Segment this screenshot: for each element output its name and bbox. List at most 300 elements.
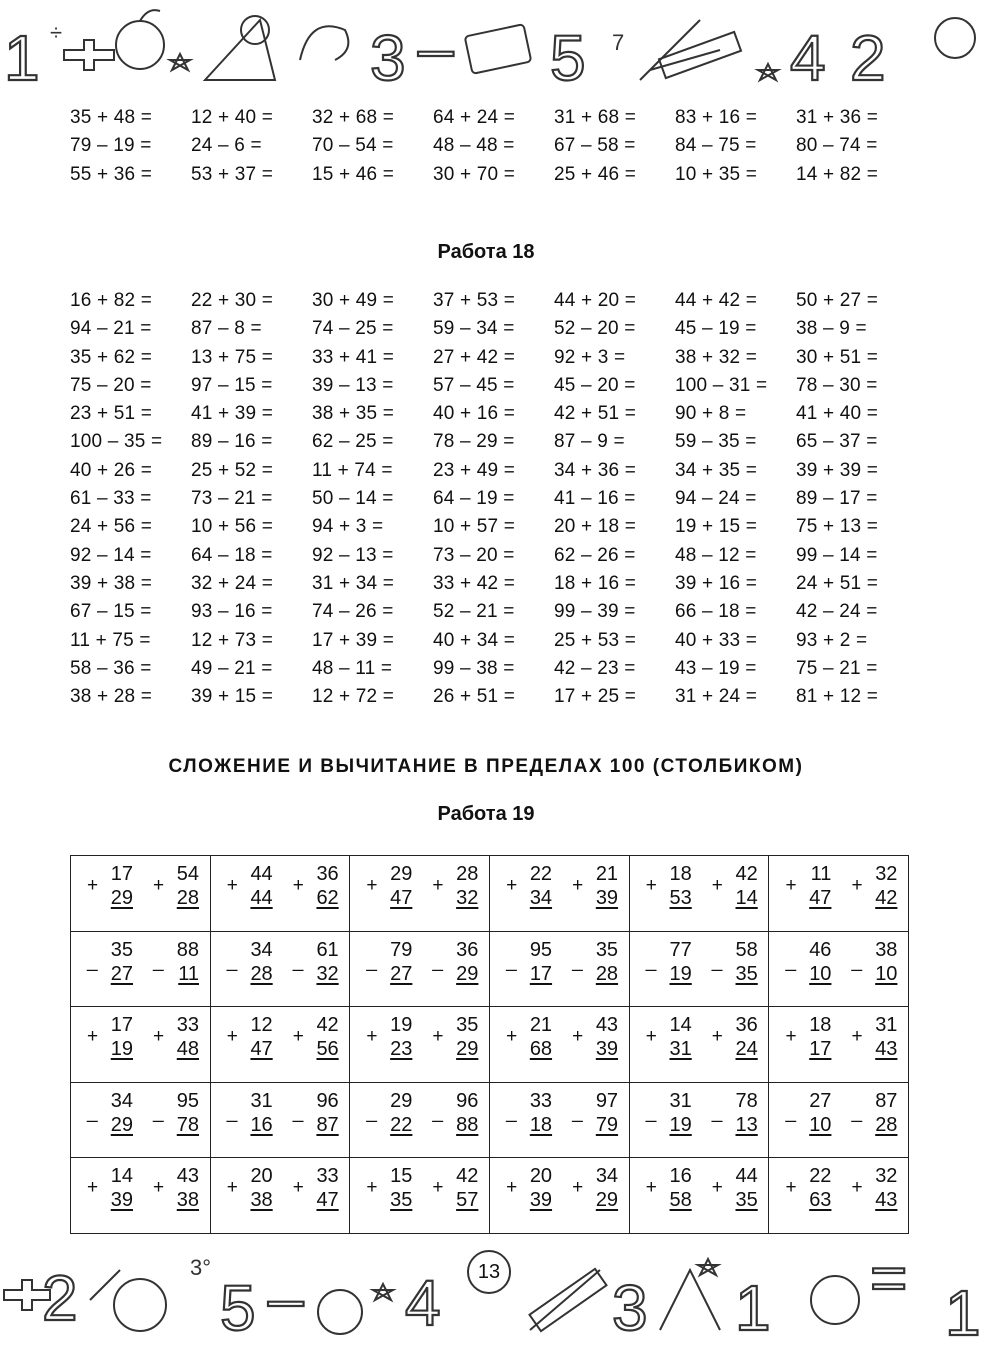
doodle-digit-4-icon-bottom: 4: [405, 1267, 441, 1339]
second-operand: 29: [110, 1113, 133, 1136]
first-operand: 95: [176, 1089, 199, 1112]
operation-sign: +: [432, 1177, 444, 1198]
second-operand: 42: [875, 887, 898, 909]
second-operand: 28: [250, 962, 273, 985]
column-cell: [769, 1082, 909, 1158]
exercise-item: 62 – 26 =: [554, 544, 636, 566]
operation-sign: +: [851, 1026, 863, 1047]
column-cell: [350, 1007, 490, 1083]
exercise-item: 11 + 75 =: [70, 629, 151, 651]
doodle-triangle-ruler-icon: [205, 20, 275, 80]
second-operand: 17: [529, 962, 553, 985]
column-exercise: [137, 939, 203, 993]
operation-sign: +: [785, 875, 797, 896]
exercise-item: 94 – 21 =: [70, 318, 152, 340]
first-operand: 42: [735, 863, 758, 885]
column-row: [71, 856, 909, 932]
second-operand: 53: [669, 887, 692, 909]
first-operand: 79: [390, 938, 413, 961]
second-operand: 62: [316, 887, 339, 909]
operation-sign: +: [226, 1177, 238, 1198]
exercise-item: 10 + 56 =: [191, 516, 274, 538]
first-operand: 33: [176, 1014, 199, 1036]
exercise-item: 92 – 13 =: [312, 544, 394, 566]
operation-sign: _: [645, 1101, 657, 1123]
second-operand: 14: [735, 887, 758, 909]
column-exercise: [490, 939, 556, 993]
exercise-item: 94 – 24 =: [675, 488, 757, 510]
column-exercise: [769, 939, 835, 993]
exercise-item: 39 + 15 =: [191, 686, 274, 708]
second-operand: 39: [529, 1189, 553, 1211]
exercise-item: 24 – 6 =: [191, 135, 262, 157]
column-cell: [769, 856, 909, 932]
first-operand: 21: [529, 1014, 553, 1036]
operation-sign: +: [785, 1177, 797, 1198]
first-operand: 77: [669, 938, 692, 961]
operation-sign: _: [153, 950, 164, 972]
column-exercise: [137, 1090, 203, 1144]
column-exercise: [277, 1090, 343, 1144]
exercise-item: 18 + 16 =: [554, 572, 637, 594]
column-exercise: [211, 1014, 277, 1068]
operation-sign: _: [711, 950, 723, 972]
exercise-item: 64 – 19 =: [433, 488, 515, 510]
first-operand: 35: [595, 938, 619, 961]
operation-sign: _: [506, 1101, 517, 1123]
second-operand: 58: [669, 1189, 692, 1211]
first-operand: 44: [735, 1165, 758, 1187]
exercise-item: 59 – 35 =: [675, 431, 757, 453]
exercise-item: 64 – 18 =: [191, 544, 273, 566]
column-cell: [490, 1082, 630, 1158]
exercise-item: 100 – 35 =: [70, 431, 163, 453]
exercise-item: 25 + 46 =: [554, 163, 637, 185]
operation-sign: +: [645, 1026, 657, 1047]
operation-sign: +: [226, 1026, 238, 1047]
exercise-item: 65 – 37 =: [796, 431, 878, 453]
operation-sign: _: [366, 950, 377, 972]
column-cell: [210, 1082, 350, 1158]
exercise-item: 50 + 27 =: [796, 290, 879, 311]
exercise-item: 17 + 39 =: [312, 629, 395, 651]
column-exercise: [277, 1014, 343, 1068]
exercise-item: 35 + 62 =: [70, 346, 153, 368]
second-operand: 19: [110, 1038, 133, 1060]
column-cell: [490, 1158, 630, 1234]
second-operand: 43: [875, 1189, 898, 1211]
column-exercise: [416, 1165, 482, 1219]
operation-sign: +: [506, 1177, 518, 1198]
exercise-item: 58 – 36 =: [70, 657, 152, 679]
doodle-apple-stem-icon: [140, 10, 160, 21]
column-cell: [71, 931, 211, 1007]
doodle-digit-2-icon: 2: [850, 22, 886, 94]
exercise-item: 83 + 16 =: [675, 107, 758, 128]
doodle-digit-1-icon-bottom: 1: [735, 1272, 771, 1344]
first-operand: 14: [669, 1014, 692, 1036]
exercise-item: 99 – 39 =: [554, 601, 636, 623]
section-title: СЛОЖЕНИЕ И ВЫЧИТАНИЕ В ПРЕДЕЛАХ 100 (СТОЛБИКОМ): [168, 756, 804, 777]
exercise-item: 44 + 42 =: [675, 290, 758, 311]
second-operand: 88: [456, 1113, 479, 1136]
second-operand: 28: [176, 887, 199, 909]
doodle-digit-1-icon-bottom-2: 1: [945, 1277, 981, 1349]
exercise-item: 38 + 28 =: [70, 686, 153, 708]
exercise-item: 39 + 39 =: [796, 459, 879, 481]
column-exercise: [556, 1014, 622, 1068]
first-operand: 33: [316, 1165, 339, 1187]
column-exercise: [350, 863, 416, 917]
second-operand: 22: [390, 1113, 413, 1136]
exercise-item: 75 – 21 =: [796, 657, 878, 679]
exercise-item: 94 + 3 =: [312, 516, 384, 538]
exercise-item: 66 – 18 =: [675, 601, 757, 623]
exercise-item: 19 + 15 =: [675, 516, 758, 538]
second-operand: 10: [809, 962, 832, 985]
operation-sign: +: [292, 1177, 304, 1198]
second-operand: 24: [735, 1038, 758, 1060]
exercise-item: 38 + 35 =: [312, 403, 395, 425]
exercise-item: 41 + 39 =: [191, 403, 274, 425]
first-operand: 34: [110, 1089, 133, 1112]
column-cell: [350, 1158, 490, 1234]
operation-sign: +: [572, 875, 584, 896]
second-operand: 10: [875, 962, 898, 985]
column-cell: [350, 931, 490, 1007]
second-operand: 29: [110, 887, 133, 909]
exercise-item: 40 + 16 =: [433, 403, 516, 425]
exercise-item: 31 + 34 =: [312, 572, 395, 594]
exercise-item: 40 + 26 =: [70, 459, 153, 481]
exercise-item: 53 + 37 =: [191, 163, 274, 185]
operation-sign: +: [153, 1177, 165, 1198]
column-exercise: [490, 1014, 556, 1068]
doodle-apple-icon: [116, 21, 164, 69]
first-operand: 19: [390, 1014, 413, 1036]
operation-sign: _: [87, 1101, 98, 1123]
first-operand: 35: [110, 938, 133, 961]
exercise-item: 33 + 42 =: [433, 572, 516, 594]
operation-sign: _: [292, 950, 304, 972]
column-exercise: [696, 939, 762, 993]
first-operand: 21: [595, 863, 619, 885]
work-19-title: Работа 19: [437, 803, 535, 825]
column-cell: [210, 1007, 350, 1083]
exercise-item: 30 + 70 =: [433, 163, 516, 185]
column-exercise: [556, 939, 622, 993]
doodle-star-icon-bottom: [373, 1284, 393, 1300]
exercise-item: 15 + 46 =: [312, 163, 395, 185]
exercise-item: 43 – 19 =: [675, 657, 757, 679]
first-operand: 36: [316, 863, 339, 885]
exercise-item: 57 – 45 =: [433, 374, 515, 396]
second-operand: 13: [735, 1113, 758, 1136]
doodle-star-icon-2: [758, 64, 778, 80]
operation-sign: +: [711, 1177, 723, 1198]
operation-sign: +: [153, 875, 165, 896]
operation-sign: +: [153, 1026, 165, 1047]
first-operand: 22: [809, 1165, 832, 1187]
doodle-digit-7-icon: 7: [612, 30, 625, 55]
operation-sign: _: [785, 950, 797, 972]
column-cell: [629, 1158, 769, 1234]
page-number: 13: [467, 1250, 511, 1294]
column-exercise: [696, 1014, 762, 1068]
column-exercise: [630, 1165, 696, 1219]
second-operand: 10: [809, 1113, 832, 1136]
operation-sign: +: [785, 1026, 797, 1047]
exercise-item: 20 + 18 =: [554, 516, 637, 538]
column-cell: [71, 1082, 211, 1158]
exercise-item: 67 – 15 =: [70, 601, 152, 623]
first-operand: 95: [529, 938, 553, 961]
column-cell: [769, 1007, 909, 1083]
column-cell: [71, 856, 211, 932]
exercise-item: 92 – 14 =: [70, 544, 152, 566]
column-exercise: [71, 1090, 137, 1144]
exercise-item: 10 + 57 =: [433, 516, 516, 538]
second-operand: 32: [456, 887, 479, 909]
exercise-item: 30 + 49 =: [312, 290, 395, 311]
exercise-item: 26 + 51 =: [433, 686, 516, 708]
exercise-item: 61 – 33 =: [70, 488, 152, 510]
exercise-item: 40 + 33 =: [675, 629, 758, 651]
exercise-item: 32 + 68 =: [312, 107, 395, 128]
exercise-item: 42 + 51 =: [554, 403, 637, 425]
column-exercise: [211, 1090, 277, 1144]
first-operand: 78: [735, 1089, 758, 1112]
column-exercise: [416, 863, 482, 917]
doodle-digit-2-icon-bottom: 2: [42, 1262, 78, 1334]
column-cell: [769, 1158, 909, 1234]
exercise-item: 81 + 12 =: [796, 686, 879, 708]
column-exercise: [71, 939, 137, 993]
operation-sign: _: [851, 950, 863, 972]
second-operand: 31: [669, 1038, 692, 1060]
exercise-item: 99 – 14 =: [796, 544, 878, 566]
column-row: [71, 1007, 909, 1083]
column-exercise: [769, 1014, 835, 1068]
exercise-item: 34 + 36 =: [554, 459, 637, 481]
column-exercise: [630, 1014, 696, 1068]
second-operand: 11: [178, 962, 199, 985]
column-cell: [210, 931, 350, 1007]
second-operand: 28: [595, 962, 619, 985]
second-operand: 29: [456, 962, 479, 985]
column-exercise: [211, 1165, 277, 1219]
exercise-item: 35 + 48 =: [70, 107, 153, 128]
column-exercise: [835, 1165, 901, 1219]
operation-sign: _: [572, 1101, 583, 1123]
operation-sign: +: [711, 875, 723, 896]
second-operand: 39: [595, 1038, 619, 1060]
exercise-item: 12 + 72 =: [312, 686, 395, 708]
doodle-digit-1-icon: 1: [4, 22, 40, 94]
exercise-item: 97 – 15 =: [191, 374, 273, 396]
first-operand: 28: [456, 863, 479, 885]
operation-sign: +: [645, 875, 657, 896]
column-exercise: [416, 1090, 482, 1144]
operation-sign: _: [711, 1101, 723, 1123]
column-cell: [490, 931, 630, 1007]
exercise-item: 37 + 53 =: [433, 290, 516, 311]
exercise-item: 31 + 68 =: [554, 107, 637, 128]
exercise-item: 59 – 34 =: [433, 318, 515, 340]
doodle-minus-icon: –: [418, 12, 454, 84]
column-exercise: [350, 1014, 416, 1068]
exercise-item: 14 + 82 =: [796, 163, 879, 185]
operation-sign: +: [851, 875, 863, 896]
column-exercise: [696, 863, 762, 917]
column-exercise: [556, 863, 622, 917]
top-doodle-border: [0, 0, 1000, 95]
exercise-item: 31 + 36 =: [796, 107, 879, 128]
work-19-column-table: [70, 855, 909, 1234]
doodle-star-icon-bottom-2: [698, 1259, 718, 1275]
exercise-item: 39 + 16 =: [675, 572, 758, 594]
operation-sign: _: [645, 950, 657, 972]
exercise-item: 87 – 9 =: [554, 431, 625, 453]
first-operand: 16: [669, 1165, 692, 1187]
column-exercise: [490, 1165, 556, 1219]
column-exercise: [350, 1090, 416, 1144]
first-operand: 18: [669, 863, 692, 885]
second-operand: 48: [176, 1038, 199, 1060]
exercise-item: 23 + 51 =: [70, 403, 153, 425]
operation-sign: +: [366, 875, 378, 896]
second-operand: 28: [875, 1113, 898, 1136]
column-exercise: [137, 863, 203, 917]
second-operand: 29: [595, 1189, 619, 1211]
operation-sign: _: [87, 950, 98, 972]
first-operand: 20: [529, 1165, 553, 1187]
column-cell: [350, 1082, 490, 1158]
second-operand: 47: [390, 887, 413, 909]
doodle-digit-3-icon-bottom: 3: [612, 1272, 648, 1344]
exercise-item: 67 – 58 =: [554, 135, 636, 157]
second-operand: 63: [809, 1189, 832, 1211]
column-exercise: [137, 1014, 203, 1068]
second-operand: 23: [390, 1038, 413, 1060]
exercise-item: 45 – 19 =: [675, 318, 757, 340]
first-operand: 15: [390, 1165, 413, 1187]
doodle-face-icon-bottom: [318, 1290, 362, 1334]
first-operand: 36: [735, 1014, 758, 1036]
exercise-item: 70 – 54 =: [312, 135, 394, 157]
operation-sign: +: [432, 1026, 444, 1047]
exercise-item: 52 – 20 =: [554, 318, 636, 340]
exercise-item: 24 + 51 =: [796, 572, 879, 594]
column-cell: [210, 1158, 350, 1234]
first-operand: 29: [390, 863, 413, 885]
operation-sign: +: [366, 1026, 378, 1047]
exercise-item: 11 + 74 =: [312, 459, 393, 481]
exercise-item: 30 + 51 =: [796, 346, 879, 368]
doodle-cherry-icon: [811, 1276, 859, 1324]
first-operand: 18: [809, 1014, 832, 1036]
exercise-item: 48 – 48 =: [433, 135, 515, 157]
exercise-item: 89 – 17 =: [796, 488, 878, 510]
exercise-item: 39 – 13 =: [312, 374, 394, 396]
exercise-item: 42 – 23 =: [554, 657, 636, 679]
doodle-ruler-icon-bottom: [530, 1270, 600, 1330]
exercise-item: 27 + 42 =: [433, 346, 516, 368]
column-exercise: [71, 1165, 137, 1219]
first-operand: 34: [250, 938, 273, 961]
column-row: [71, 1158, 909, 1234]
second-operand: 79: [595, 1113, 619, 1136]
column-exercise: [835, 863, 901, 917]
exercise-item: 73 – 21 =: [191, 488, 273, 510]
column-exercise: [769, 863, 835, 917]
column-exercise: [835, 939, 901, 993]
operation-sign: _: [432, 1101, 443, 1123]
exercise-item: 92 + 3 =: [554, 346, 626, 368]
column-exercise: [277, 863, 343, 917]
exercise-item: 49 – 21 =: [191, 657, 273, 679]
column-exercise: [630, 939, 696, 993]
first-operand: 88: [176, 938, 199, 961]
second-operand: 87: [316, 1113, 339, 1136]
second-operand: 38: [176, 1189, 199, 1211]
doodle-digit-3-small-icon: 3°: [190, 1255, 212, 1280]
doodle-plus-icon: [64, 40, 114, 70]
first-operand: 96: [316, 1089, 339, 1112]
column-cell: [490, 1007, 630, 1083]
exercise-item: 84 – 75 =: [675, 135, 757, 157]
first-operand: 54: [176, 863, 199, 885]
first-operand: 96: [456, 1089, 479, 1112]
doodle-border-top-art: [0, 0, 1000, 95]
doodle-digit-4-icon: 4: [790, 22, 826, 94]
doodle-compass-icon: [640, 20, 720, 80]
column-exercise: [137, 1165, 203, 1219]
exercise-item: 64 + 24 =: [433, 107, 516, 128]
column-cell: [769, 931, 909, 1007]
first-operand: 12: [250, 1014, 273, 1036]
exercise-item: 23 + 49 =: [433, 459, 516, 481]
exercise-item: 38 – 9 =: [796, 318, 867, 340]
first-operand: 32: [875, 1165, 898, 1187]
first-operand: 36: [456, 938, 479, 961]
operation-sign: +: [432, 875, 444, 896]
column-row: [71, 931, 909, 1007]
column-exercise: [630, 863, 696, 917]
column-exercise: [835, 1090, 901, 1144]
column-exercise: [350, 939, 416, 993]
operation-sign: _: [226, 950, 238, 972]
column-cell: [71, 1007, 211, 1083]
doodle-compass-icon-bottom: [660, 1270, 720, 1330]
exercise-item: 16 + 82 =: [70, 290, 153, 311]
first-operand: 11: [810, 863, 832, 885]
operation-sign: _: [366, 1101, 377, 1123]
operation-sign: _: [153, 1101, 164, 1123]
column-cell: [629, 856, 769, 932]
column-row: [71, 1082, 909, 1158]
second-operand: 78: [176, 1113, 199, 1136]
exercise-item: 78 – 29 =: [433, 431, 515, 453]
exercise-item: 13 + 75 =: [191, 346, 274, 368]
exercise-item: 99 – 38 =: [433, 657, 515, 679]
column-cell: [210, 856, 350, 932]
operation-sign: +: [645, 1177, 657, 1198]
operation-sign: _: [851, 1101, 863, 1123]
first-operand: 32: [875, 863, 898, 885]
second-operand: 16: [250, 1113, 273, 1136]
column-exercise: [71, 1014, 137, 1068]
